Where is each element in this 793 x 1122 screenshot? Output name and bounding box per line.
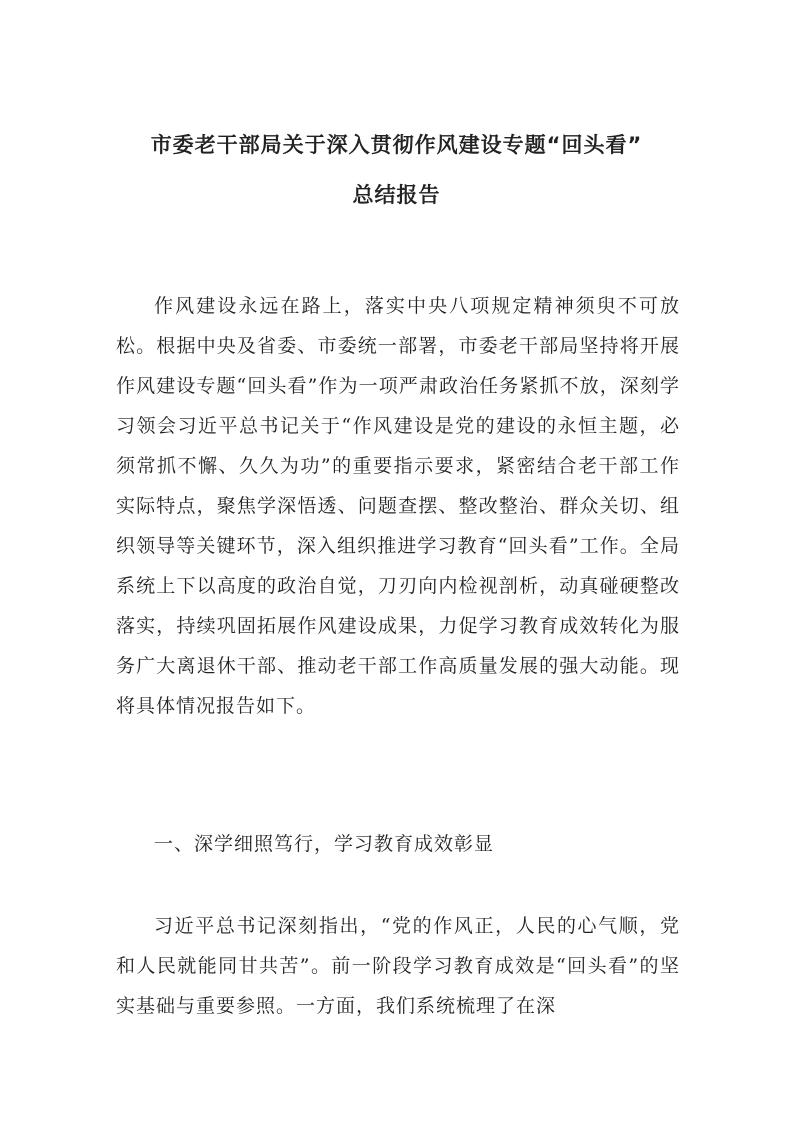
section-1-heading: 一、深学细照笃行，学习教育成效彰显	[154, 833, 495, 855]
intro-paragraph: 作风建设永远在路上，落实中央八项规定精神须臾不可放松。根据中央及省委、市委统一部署，市委老干部局坚持将开展作风建设专题“回头看”作为一项严肃政治任务紧抓不放，深刻学习领会习近平总书记关于“作风建设是党的建设的永恒主题，必须常抓不懈、久久为功”的重要指示要求，紧密结合老干部工作实际特点，聚焦学深悟透、问题查摆、整改整治、群众关切、组织领导等关键环节，深入组织推进学习教育“回头看”工作。全局系统上下以高度的政治自觉，刀刃向内检视剖析，动真碰硬整改落实，持续巩固拓展作风建设成果，力促学习教育成效转化为服务广大离退休干部、推动老干部工作高质量发展的强大动能。现将具体情况报告如下。	[116, 295, 680, 717]
document-title-line-2: 总结报告	[352, 183, 441, 207]
document-title-line-1: 市委老干部局关于深入贯彻作风建设专题“回头看”	[150, 133, 643, 157]
section-1-paragraph: 习近平总书记深刻指出，“党的作风正，人民的心气顺，党和人民就能同甘共苦”。前一阶段学习教育成效是“回头看”的坚实基础与重要参照。一方面，我们系统梳理了在深	[116, 915, 680, 1017]
